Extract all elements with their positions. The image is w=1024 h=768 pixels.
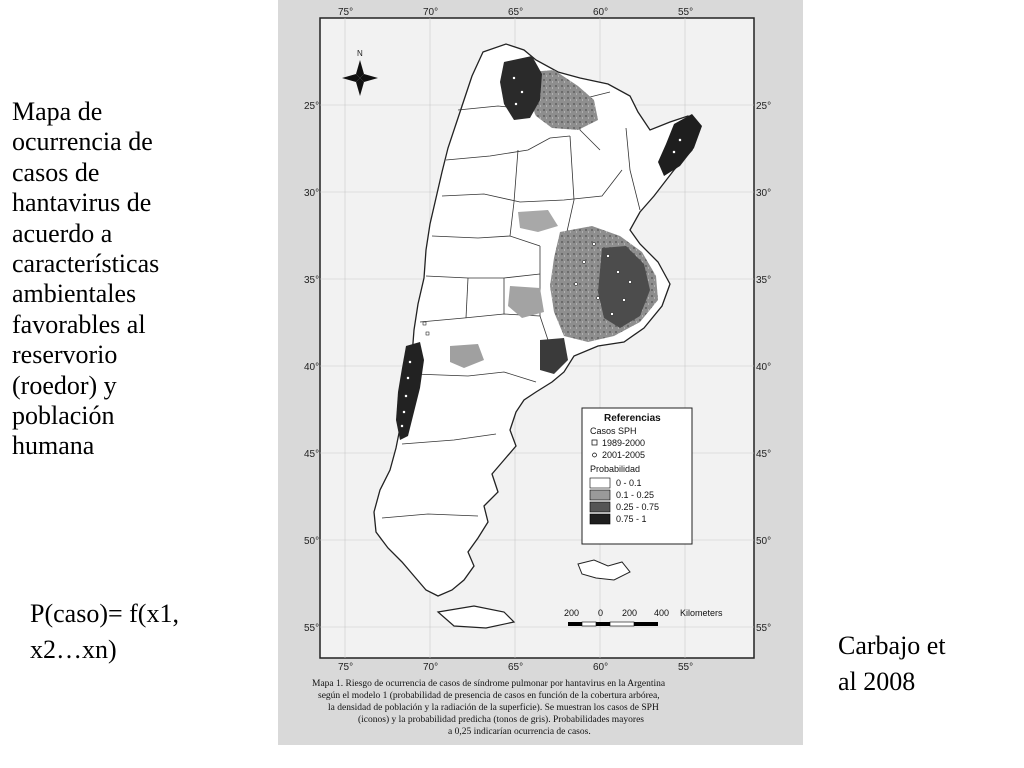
lon-tick-top: 65° [508,7,524,18]
legend-cases-title: Casos SPH [590,426,637,436]
lon-tick-bottom: 55° [678,662,694,673]
lon-tick-top: 70° [423,7,439,18]
lon-tick-bottom: 70° [423,662,439,673]
caption-line: Mapa 1. Riesgo de ocurrencia de casos de síndrome pulmonar por hantavirus en la Argentina [312,679,666,689]
description-line: ocurrencia de [12,127,153,157]
lon-tick-top: 60° [593,7,609,18]
legend-swatch [590,514,610,524]
lat-tick-left: 40° [304,362,320,373]
map-description [12,97,222,462]
lon-tick-bottom: 65° [508,662,524,673]
caption-line: (iconos) y la probabilidad predicha (tonos de gris). Probabilidades mayores [358,715,644,725]
lat-tick-right: 35° [756,275,772,286]
north-label: N [357,49,363,58]
scale-unit: Kilometers [680,608,723,618]
legend-case-period: 1989-2000 [602,438,646,448]
description-line: características [12,249,160,279]
caption-line: según el modelo 1 (probabilidad de presencia de casos en función de la cobertura arbórea, [318,691,660,701]
description-line: (roedor) y [12,370,117,400]
citation-line: Carbajo et [838,631,946,660]
description-line: humana [12,431,95,461]
probability-formula [30,596,250,669]
lat-tick-left: 50° [304,536,320,547]
lat-tick-left: 45° [304,449,320,460]
citation-line: al 2008 [838,667,916,697]
map-legend [582,408,692,544]
legend-swatch [590,478,610,488]
scale-label: 200 [622,608,638,618]
lon-tick-bottom: 60° [593,662,609,673]
lon-tick-bottom: 75° [338,662,354,673]
legend-class-label: 0.25 - 0.75 [616,502,660,512]
lat-tick-right: 30° [756,188,772,199]
lon-tick-top: 75° [338,7,354,18]
description-line: favorables al [12,309,146,339]
scanned-map-figure [278,0,803,745]
lat-tick-left: 30° [304,188,320,199]
caption-line: la densidad de población y la radiación de la superficie). Se muestran los casos de SPH [328,703,659,713]
lat-tick-right: 40° [756,362,772,373]
description-line: reservorio [12,340,118,370]
lat-tick-right: 50° [756,536,772,547]
description-line: acuerdo a [12,218,113,248]
lat-tick-left: 25° [304,101,320,112]
lat-tick-left: 55° [304,623,320,634]
description-line: Mapa de [12,97,103,126]
description-line: ambientales [12,279,137,309]
legend-case-period: 2001-2005 [602,450,646,460]
formula-line: x2…xn) [30,635,117,665]
legend-title: Referencias [604,413,661,424]
scale-label: 0 [598,608,604,618]
description-line: casos de [12,157,100,187]
lon-tick-top: 55° [678,7,694,18]
description-line: hantavirus de [12,188,152,218]
formula-line: P(caso)= f(x1, [30,599,179,628]
lat-tick-right: 55° [756,623,772,634]
legend-class-label: 0.75 - 1 [616,514,647,524]
lat-tick-right: 45° [756,449,772,460]
legend-swatch [590,502,610,512]
legend-class-label: 0 - 0.1 [616,478,642,488]
legend-class-label: 0.1 - 0.25 [616,490,655,500]
citation [838,628,1008,701]
scale-label: 200 [564,608,580,618]
lat-tick-left: 35° [304,275,320,286]
legend-probability-title: Probabilidad [590,464,641,474]
lat-tick-right: 25° [756,101,772,112]
description-line: población [12,401,115,431]
caption-line: a 0,25 indicarían ocurrencia de casos. [448,727,591,737]
scale-label: 400 [654,608,670,618]
legend-swatch [590,490,610,500]
